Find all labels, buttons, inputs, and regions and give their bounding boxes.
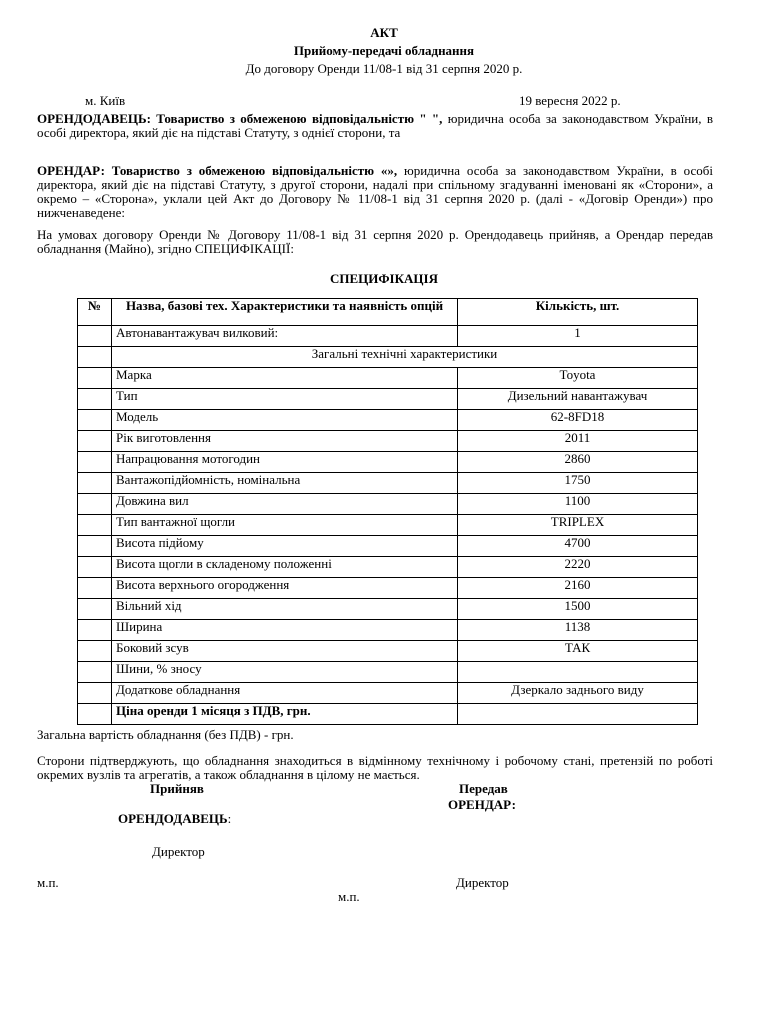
lessee-text: юридична особа за законодавством України, в особі директора, який діє на підставі Статуту, з другої сторони, надалі при спільному згадуванні іменовані як «Сторони», а окремо – «Сторона», уклали цей Акт до Договору № 11/08-1 від 31 серпня 2020 р. (далі - «Договір Оренди») про нижченаведене: — [37, 163, 714, 220]
table-row — [78, 683, 698, 704]
spec-value: ТАК — [458, 641, 698, 662]
director-right: Директор — [456, 875, 509, 890]
table-row — [78, 431, 698, 452]
stamp-right: м.п. — [338, 889, 360, 904]
table-row — [78, 599, 698, 620]
spec-title: СПЕЦИФІКАЦІЯ — [330, 271, 438, 286]
spec-value — [458, 662, 698, 683]
spec-label: Вантажопідйомність, номінальна — [112, 473, 458, 494]
table-row — [78, 557, 698, 578]
spec-label: Висота верхнього огородження — [112, 578, 458, 599]
spec-label: Марка — [112, 368, 458, 389]
spec-value: 1100 — [458, 494, 698, 515]
table-row — [78, 326, 698, 347]
total-line: Загальна вартість обладнання (без ПДВ) - грн. — [37, 727, 294, 742]
spec-value: 1138 — [458, 620, 698, 641]
spec-label: Шини, % зносу — [112, 662, 458, 683]
spec-value: 1750 — [458, 473, 698, 494]
table-row — [78, 578, 698, 599]
table-row — [78, 704, 698, 725]
spec-label: Довжина вил — [112, 494, 458, 515]
table-row — [78, 641, 698, 662]
col-header-name: Назва, базові тех. Характеристики та наявність опцій — [112, 299, 458, 326]
date: 19 вересня 2022 р. — [519, 93, 621, 108]
accepted-label: Прийняв — [150, 781, 204, 796]
table-row — [78, 536, 698, 557]
spec-label: Тип вантажної щогли — [112, 515, 458, 536]
spec-value: 2220 — [458, 557, 698, 578]
spec-label: Висота підйому — [112, 536, 458, 557]
table-row — [78, 389, 698, 410]
terms-paragraph: На умовах договору Оренди № Договору 11/08-1 від 31 серпня 2020 р. Орендодавець прийняв, а Орендар передав обладнання (Майно), згідно СПЕЦИФІКАЦІЇ: — [37, 227, 713, 256]
lessee-label: ОРЕНДАР: Товариство з обмеженою відповідальністю «», — [37, 163, 398, 178]
lessee-sign-label: ОРЕНДАР: — [448, 797, 516, 812]
confirm-paragraph: Сторони підтверджують, що обладнання знаходиться в відмінному технічному і робочому стані, претензій по роботі окремих вузлів та агрегатів, а також обладнання в цілому не мається. — [37, 753, 713, 782]
spec-value: Дзеркало заднього виду — [458, 683, 698, 704]
spec-value: 2160 — [458, 578, 698, 599]
spec-label: Рік виготовлення — [112, 431, 458, 452]
item-qty: 1 — [458, 326, 698, 347]
doc-title: АКТ — [370, 25, 398, 40]
col-header-number: № — [78, 299, 112, 326]
spec-table — [77, 298, 698, 725]
spec-label: Напрацювання мотогодин — [112, 452, 458, 473]
spec-value: 4700 — [458, 536, 698, 557]
spec-value: 2011 — [458, 431, 698, 452]
spec-label: Тип — [112, 389, 458, 410]
spec-label: Вільний хід — [112, 599, 458, 620]
spec-label: Ширина — [112, 620, 458, 641]
spec-value: 2860 — [458, 452, 698, 473]
lessor-sign-label: ОРЕНДОДАВЕЦЬ: — [118, 811, 232, 826]
col-header-qty: Кількість, шт. — [458, 299, 698, 326]
table-row — [78, 662, 698, 683]
transferred-label: Передав — [459, 781, 508, 796]
spec-label: Модель — [112, 410, 458, 431]
table-header-row — [78, 299, 698, 326]
table-row — [78, 494, 698, 515]
spec-value: Дизельний навантажувач — [458, 389, 698, 410]
contract-line: До договору Оренди 11/08-1 від 31 серпня 2020 р. — [245, 61, 523, 76]
price-value — [458, 704, 698, 725]
spec-label: Додаткове обладнання — [112, 683, 458, 704]
table-row — [78, 620, 698, 641]
table-row — [78, 368, 698, 389]
spec-value: 1500 — [458, 599, 698, 620]
spec-label: Боковий зсув — [112, 641, 458, 662]
table-row — [78, 347, 698, 368]
lessor-paragraph — [37, 112, 713, 140]
lessor-label: ОРЕНДОДАВЕЦЬ: Товариство з обмеженою відповідальністю " ", — [37, 111, 443, 126]
item-name: Автонавантажувач вилковий: — [112, 326, 458, 347]
lessee-paragraph — [37, 164, 713, 220]
table-row — [78, 452, 698, 473]
spec-value: TRIPLEX — [458, 515, 698, 536]
spec-value: 62-8FD18 — [458, 410, 698, 431]
table-row — [78, 515, 698, 536]
section-heading: Загальні технічні характеристики — [112, 347, 698, 368]
table-row — [78, 473, 698, 494]
city: м. Київ — [85, 93, 126, 108]
spec-label: Висота щогли в складеному положенні — [112, 557, 458, 578]
doc-subtitle: Прийому-передачі обладнання — [293, 43, 475, 58]
table-row — [78, 410, 698, 431]
director-left: Директор — [152, 844, 205, 859]
lessor-text: юридична особа за законодавством України, в особі директора, який діє на підставі Статуту, з однієї сторони, та — [37, 111, 713, 140]
spec-value: Toyota — [458, 368, 698, 389]
price-label: Ціна оренди 1 місяця з ПДВ, грн. — [112, 704, 458, 725]
stamp-left: м.п. — [37, 875, 59, 890]
